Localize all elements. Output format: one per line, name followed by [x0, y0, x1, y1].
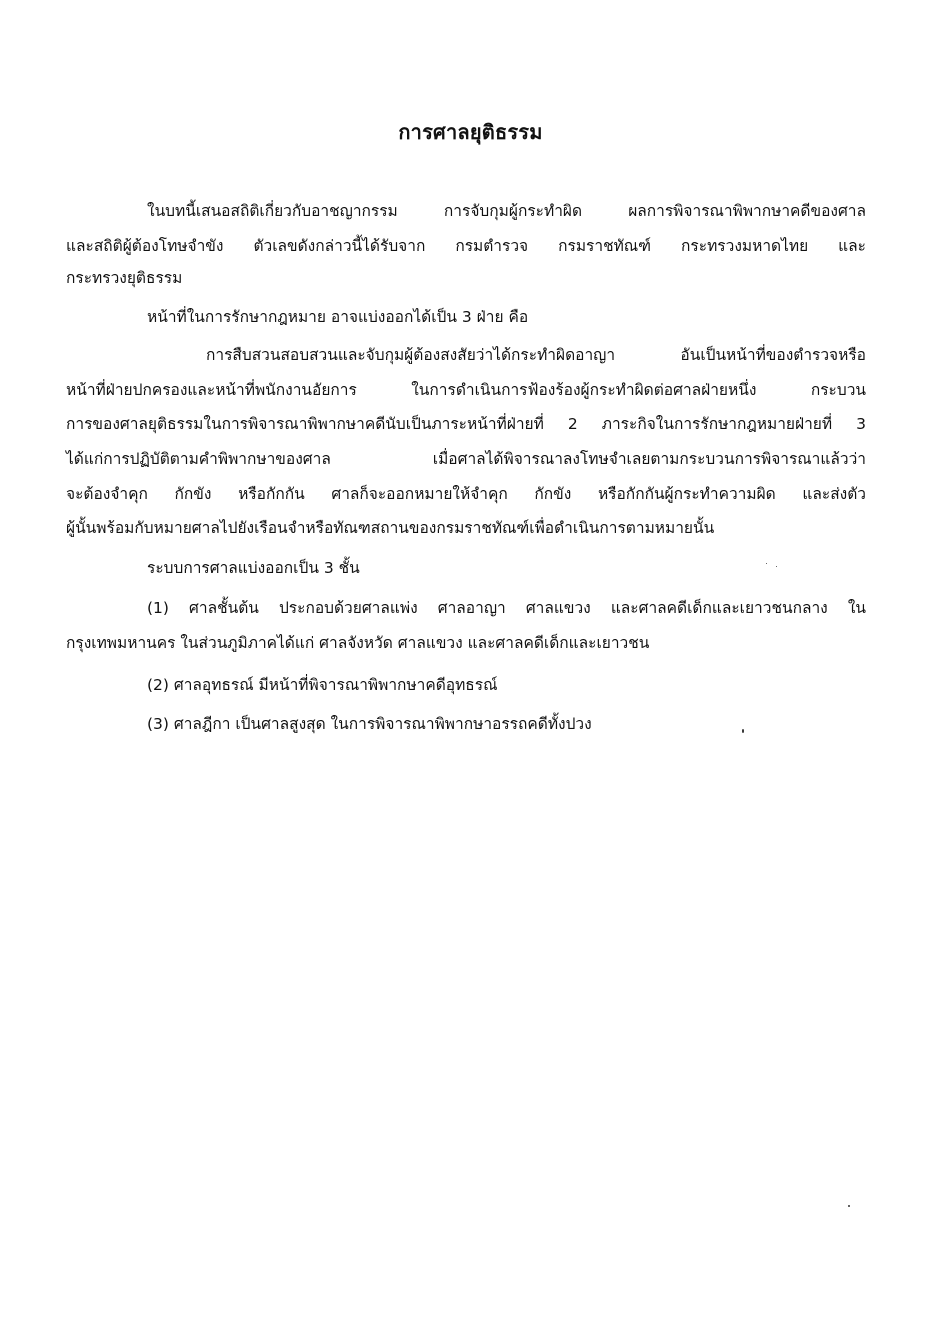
- scan-speck: [776, 566, 777, 567]
- text-line: ผู้นั้นพร้อมกับหมายศาลไปยังเรือนจำหรือทัณฑสถานของกรมราชทัณฑ์เพื่อดำเนินการตามหมายนั้น: [66, 519, 715, 537]
- text-line: และสถิติผู้ต้องโทษจำขัง ตัวเลขดังกล่าวนี้ได้รับจาก กรมตำรวจ กรมราชทัณฑ์ กระทรวงมหาดไทย และ: [66, 237, 866, 255]
- text-line: หน้าที่ในการรักษากฎหมาย อาจแบ่งออกได้เป็น 3 ฝ่าย คือ: [147, 308, 529, 326]
- text-line: การสืบสวนสอบสวนและจับกุมผู้ต้องสงสัยว่าได้กระทำผิดอาญา อันเป็นหน้าที่ของตำรวจหรือ: [206, 346, 866, 364]
- text-line: หน้าที่ฝ่ายปกครองและหน้าที่พนักงานอัยการ ในการดำเนินการฟ้องร้องผู้กระทำผิดต่อศาลฝ่ายหนึ่ง กระบวน: [66, 381, 866, 399]
- list-item: (2) ศาลอุทธรณ์ มีหน้าที่พิจารณาพิพากษาคดีอุทธรณ์: [147, 676, 498, 694]
- scan-speck: [848, 1205, 850, 1207]
- list-item: (3) ศาลฎีกา เป็นศาลสูงสุด ในการพิจารณาพิพากษาอรรถคดีทั้งปวง: [147, 715, 592, 733]
- text-line: ในบทนี้เสนอสถิติเกี่ยวกับอาชญากรรม การจับกุมผู้กระทำผิด ผลการพิจารณาพิพากษาคดีของศาล: [147, 202, 866, 220]
- list-item: (1) ศาลชั้นต้น ประกอบด้วยศาลแพ่ง ศาลอาญา ศาลแขวง และศาลคดีเด็กและเยาวชนกลาง ใน: [147, 599, 866, 617]
- text-line: ได้แก่การปฏิบัติตามคำพิพากษาของศาล เมื่อศาลได้พิจารณาลงโทษจำเลยตามกระบวนการพิจารณาแล้วว่า: [66, 450, 866, 468]
- text-line: ระบบการศาลแบ่งออกเป็น 3 ชั้น: [147, 559, 360, 577]
- text-line: การของศาลยุติธรรมในการพิจารณาพิพากษาคดีนับเป็นภาระหน้าที่ฝ่ายที่ 2 ภาระกิจในการรักษากฎหมายฝ่ายที่ 3: [66, 415, 866, 433]
- scan-speck: [766, 563, 767, 564]
- text-line: กรุงเทพมหานคร ในส่วนภูมิภาคได้แก่ ศาลจังหวัด ศาลแขวง และศาลคดีเด็กและเยาวชน: [66, 634, 650, 652]
- text-line: จะต้องจำคุก กักขัง หรือกักกัน ศาลก็จะออกหมายให้จำคุก กักขัง หรือกักกันผู้กระทำความผิด และส่งตัว: [66, 485, 866, 503]
- text-line: กระทรวงยุติธรรม: [66, 269, 183, 287]
- scan-speck: [742, 729, 744, 733]
- page-title: การศาลยุติธรรม: [398, 120, 543, 144]
